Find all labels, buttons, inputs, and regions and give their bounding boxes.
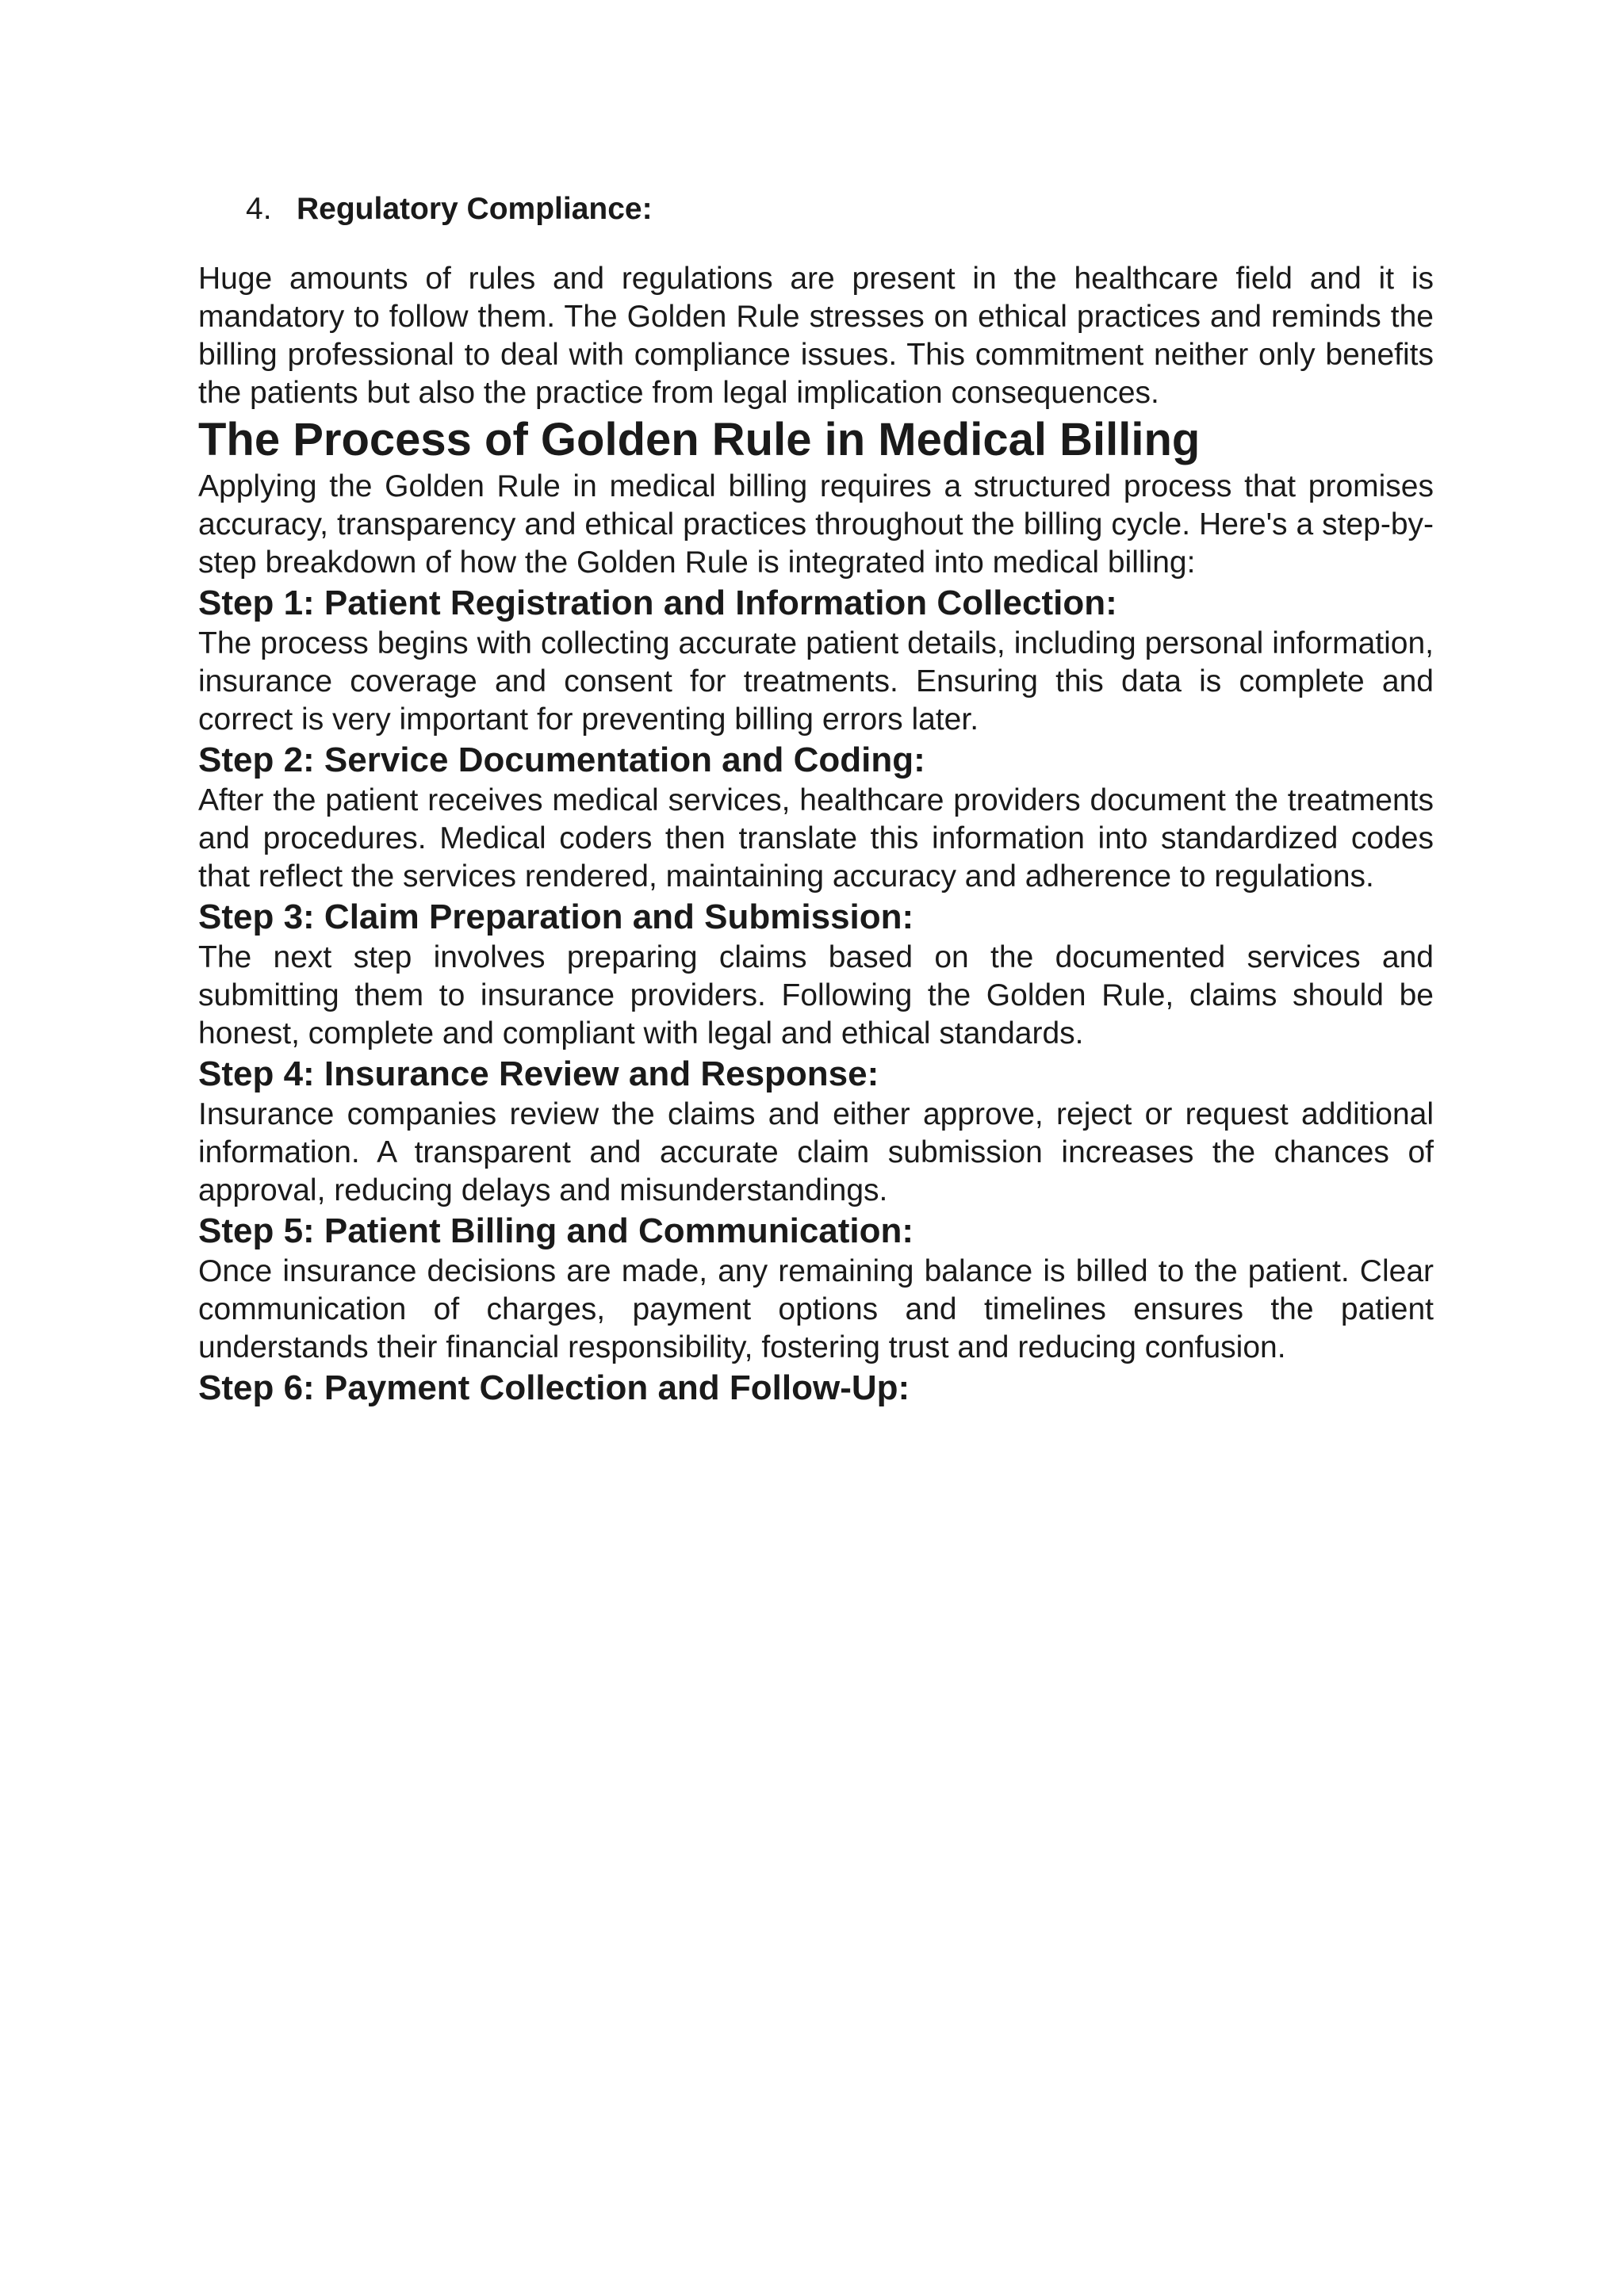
- compliance-paragraph: Huge amounts of rules and regulations are present in the healthcare field and it is mandatory to follow them. The Golden Rule stresses on ethical practices and reminds the billing professional to deal with compliance issues. This commitment neither only benefits the patients but also the practice from legal implication consequences.: [198, 262, 1434, 410]
- step-2-text: After the patient receives medical services, healthcare providers document the treatments and procedures. Medical coders then translate this information into standardized codes that reflect the services rendered, maintaining accuracy and adherence to regulations.: [198, 783, 1434, 894]
- document-page: [198, 190, 1434, 1410]
- list-item-number: 4.: [246, 192, 272, 226]
- step-3-text: The next step involves preparing claims based on the documented services and submitting them to insurance providers. Following the Golden Rule, claims should be honest, complete and compliant with legal and ethical standards.: [198, 940, 1434, 1050]
- step-4-heading: Step 4: Insurance Review and Response:: [198, 1054, 879, 1093]
- step-5-heading: Step 5: Patient Billing and Communication:: [198, 1211, 914, 1250]
- section-intro: Applying the Golden Rule in medical billing requires a structured process that promises accuracy, transparency and ethical practices throughout the billing cycle. Here's a step-by-step breakdown of how the Golden Rule is integrated into medical billing:: [198, 469, 1434, 580]
- step-5-text: Once insurance decisions are made, any remaining balance is billed to the patient. Clear communication of charges, payment options and timelines ensures the patient understands their financial responsibility, fostering trust and reducing confusion.: [198, 1254, 1434, 1364]
- list-item-label: Regulatory Compliance:: [297, 192, 653, 226]
- step-3-heading: Step 3: Claim Preparation and Submission:: [198, 897, 914, 936]
- section-title: The Process of Golden Rule in Medical Billing: [198, 414, 1201, 465]
- step-4-text: Insurance companies review the claims and either approve, reject or request additional information. A transparent and accurate claim submission increases the chances of approval, reducing delays and misunderstandings.: [198, 1097, 1434, 1207]
- step-6-heading: Step 6: Payment Collection and Follow-Up:: [198, 1368, 910, 1407]
- list-item-regulatory-compliance: [246, 190, 1434, 228]
- step-2-heading: Step 2: Service Documentation and Coding:: [198, 740, 925, 779]
- step-1-text: The process begins with collecting accurate patient details, including personal information, insurance coverage and consent for treatments. Ensuring this data is complete and correct is very important for preventing billing errors later.: [198, 626, 1434, 737]
- step-1-heading: Step 1: Patient Registration and Information Collection:: [198, 584, 1117, 622]
